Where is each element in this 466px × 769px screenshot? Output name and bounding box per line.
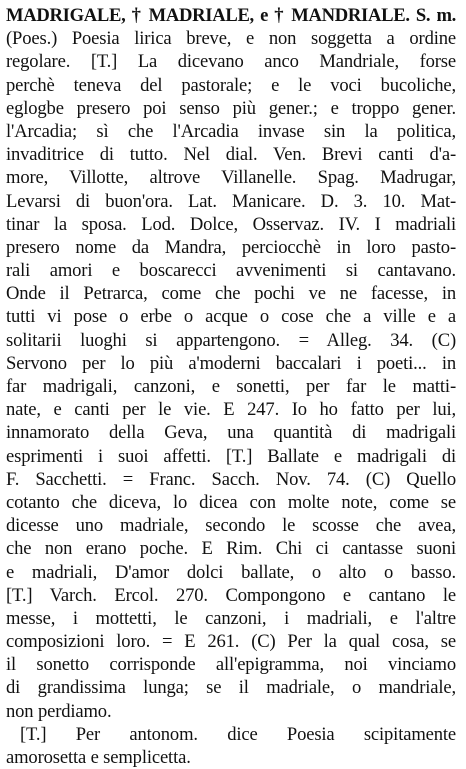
entry-line-13: tutti vi pose o erbe o acque o cose che a ville e a — [6, 306, 456, 328]
entry-line-7: more, Villotte, altrove Villanelle. Spag. Madrugar, — [6, 167, 456, 189]
entry-line-8: Levarsi di buon'ora. Lat. Manicare. D. 3. 10. Mat- — [6, 190, 456, 212]
entry-line-24: e madriali, D'amor dolci ballate, o alto o basso. — [6, 561, 456, 583]
entry-line-2: regolare. [T.] La dicevano anco Mandriale, forse — [6, 51, 456, 73]
entry-line-1: (Poes.) Poesia lirica breve, e non soggetta a ordine — [6, 28, 456, 50]
entry-line-27: composizioni loro. = E 261. (C) Per la qual cosa, se — [6, 631, 456, 653]
entry-line-16: far madrigali, canzoni, e sonetti, per far le matti- — [6, 376, 456, 397]
entry-line-6: invaditrice di tutto. Nel dial. Ven. Brevi canti d'a- — [6, 144, 456, 166]
entry-line-4: eglogbe presero poi senso più gener.; e troppo gener. — [6, 97, 456, 119]
entry-line-30: non perdiamo. — [6, 700, 112, 722]
entry-line-9: tinar la sposa. Lod. Dolce, Osservaz. IV. I madriali — [6, 213, 456, 235]
entry-line-29: di grandissima lunga; se il madriale, o mandriale, — [6, 677, 456, 699]
entry-line-17: nate, e canti per le vie. E 247. Io ho fatto per lui, — [6, 399, 456, 421]
entry-line-18: innamorato della Geva, una quantità di madrigali — [6, 422, 456, 444]
entry-line-21: cotanto che diceva, lo dicea con molte note, come se — [6, 491, 456, 513]
subsense-line-1: [T.] Per antonom. dice Poesia scipitamente — [20, 723, 456, 745]
entry-line-23: che non erano poche. E Rim. Chi ci cantasse suoni — [6, 538, 456, 560]
entry-line-25: [T.] Varch. Ercol. 270. Compongono e cantano le — [6, 584, 456, 606]
entry-line-3: perchè teneva del pastorale; e le voci bucoliche, — [6, 74, 456, 96]
entry-headword: MADRIGALE, † MADRIALE, e † MANDRIALE. S. m. — [6, 5, 456, 26]
entry-line-26: messe, i mottetti, le canzoni, i madriali, e l'altre — [6, 607, 456, 629]
entry-line-22: dicesse uno madriale, secondo le scosse che avea, — [6, 515, 456, 537]
entry-line-15: Servono per lo più a'moderni baccalari i poeti... in — [6, 352, 456, 374]
subsense-line-2: amorosetta e semplicetta. — [6, 747, 191, 768]
entry-line-5: l'Arcadia; sì che l'Arcadia invase sin la politica, — [6, 120, 456, 142]
entry-line-20: F. Sacchetti. = Franc. Sacch. Nov. 74. (C) Quello — [6, 468, 456, 490]
entry-line-11: rali amori e boscarecci avvenimenti si cantavano. — [6, 260, 456, 282]
entry-line-12: Onde il Petrarca, come che pochi ve ne facesse, in — [6, 283, 456, 305]
entry-line-19: esprimenti i suoi affetti. [T.] Ballate e madrigali di — [6, 445, 456, 467]
entry-line-14: solitarii luoghi si appartengono. = Alleg. 34. (C) — [6, 329, 456, 351]
entry-line-10: presero nome da Mandra, perciocchè in loro pasto- — [6, 236, 456, 258]
entry-line-28: il sonetto corrisponde all'epigramma, noi vinciamo — [6, 654, 456, 676]
